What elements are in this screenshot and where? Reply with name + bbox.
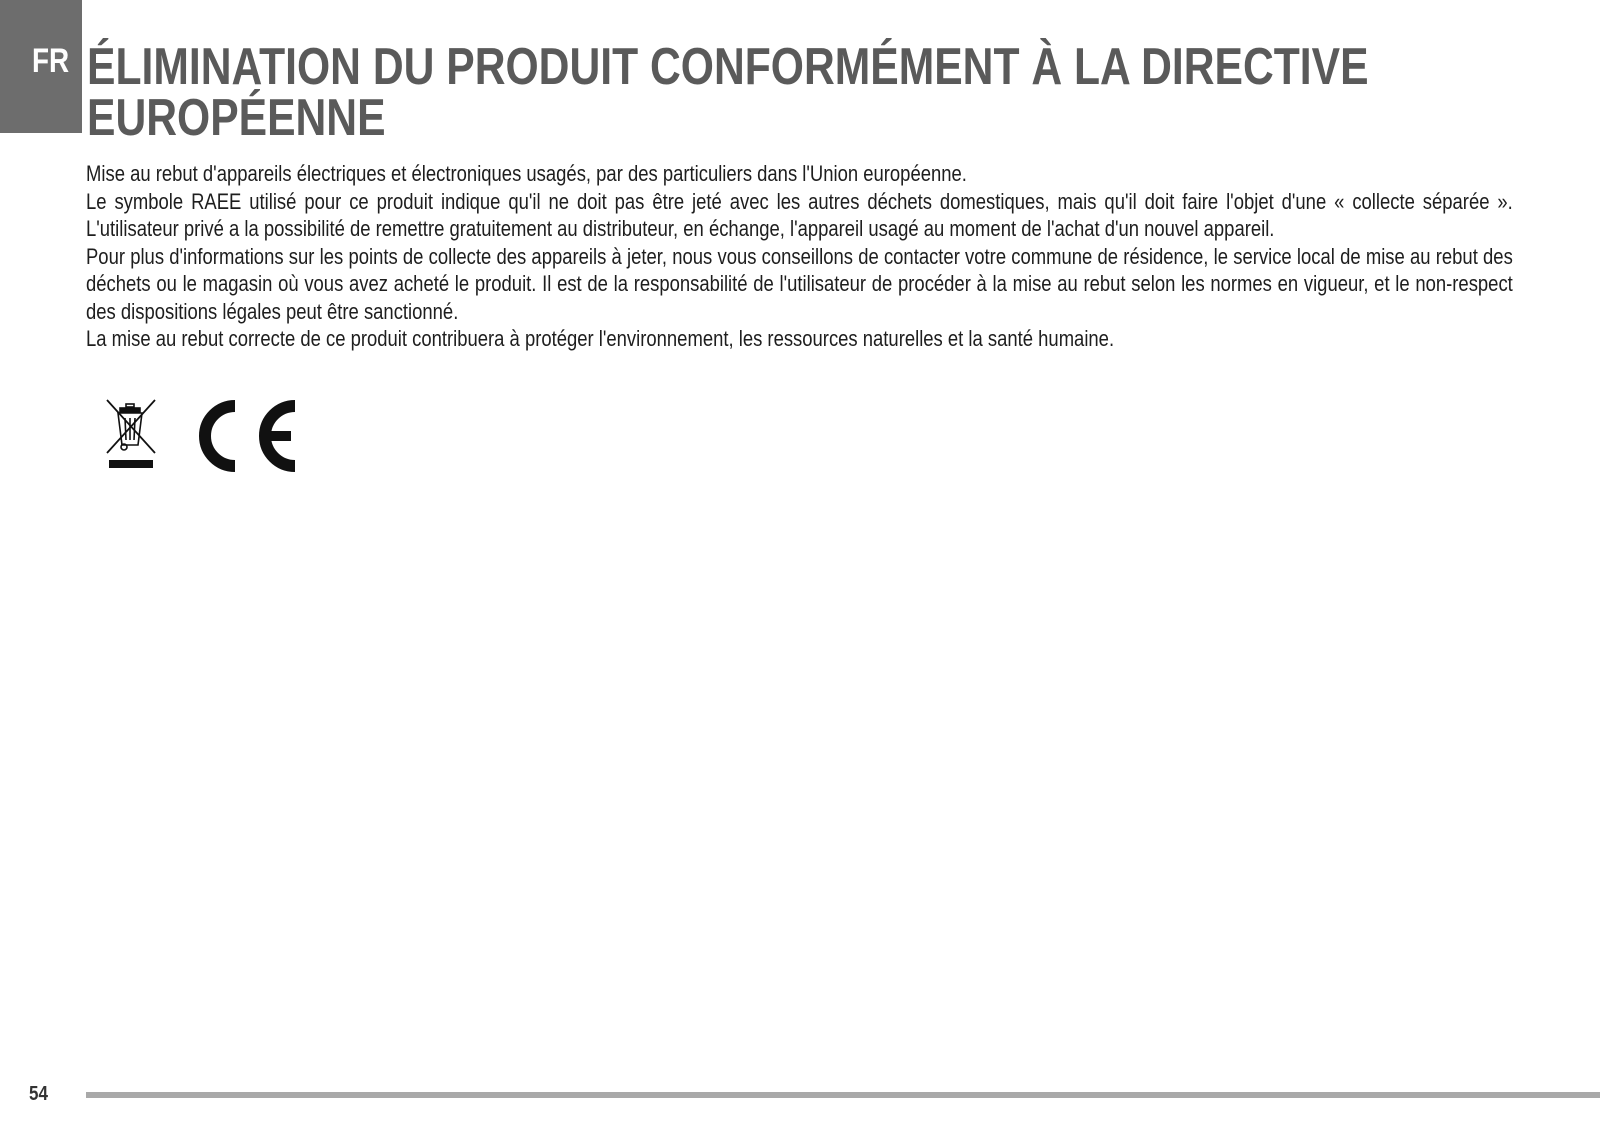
language-code: FR: [32, 42, 70, 80]
language-tab: [0, 0, 82, 133]
paragraph-intro: Mise au rebut d'appareils électriques et électroniques usagés, par des particuliers dans l'Union européenne.: [86, 161, 967, 186]
paragraph-weee-symbol: Le symbole RAEE utilisé pour ce produit indique qu'il ne doit pas être jeté avec les autres déchets domestiques, mais qu'il doit faire l'objet d'une « collecte séparée ». L'utilisateur privé a la possibilité de remettre gratuitement au distributeur, en échange, l'appareil usagé au moment de l'achat d'un nouvel appareil.: [86, 188, 1513, 241]
title-line-2: EUROPÉENNE: [87, 89, 386, 147]
crossed-out-wheelie-bin-icon: [105, 398, 157, 478]
page-title: [87, 38, 1369, 147]
compliance-symbols: [105, 398, 305, 478]
paragraph-environment: La mise au rebut correcte de ce produit contribuera à protéger l'environnement, les ressources naturelles et la santé humaine.: [86, 326, 1115, 351]
page-number: 54: [29, 1083, 48, 1105]
body-text: [86, 160, 1513, 353]
footer-divider: [86, 1092, 1600, 1098]
paragraph-collection-points: Pour plus d'informations sur les points de collecte des appareils à jeter, nous vous conseillons de contacter votre commune de résidence, le service local de mise au rebut des déchets ou le magasin où vous avez acheté le produit. Il est de la responsabilité de l'utilisateur de procéder à la mise au rebut selon les normes en vigueur, et le non-respect des dispositions légales peut être sanctionné.: [86, 243, 1513, 324]
title-line-1: ÉLIMINATION DU PRODUIT CONFORMÉMENT À LA DIRECTIVE: [87, 38, 1369, 96]
ce-mark-icon: [191, 398, 303, 474]
